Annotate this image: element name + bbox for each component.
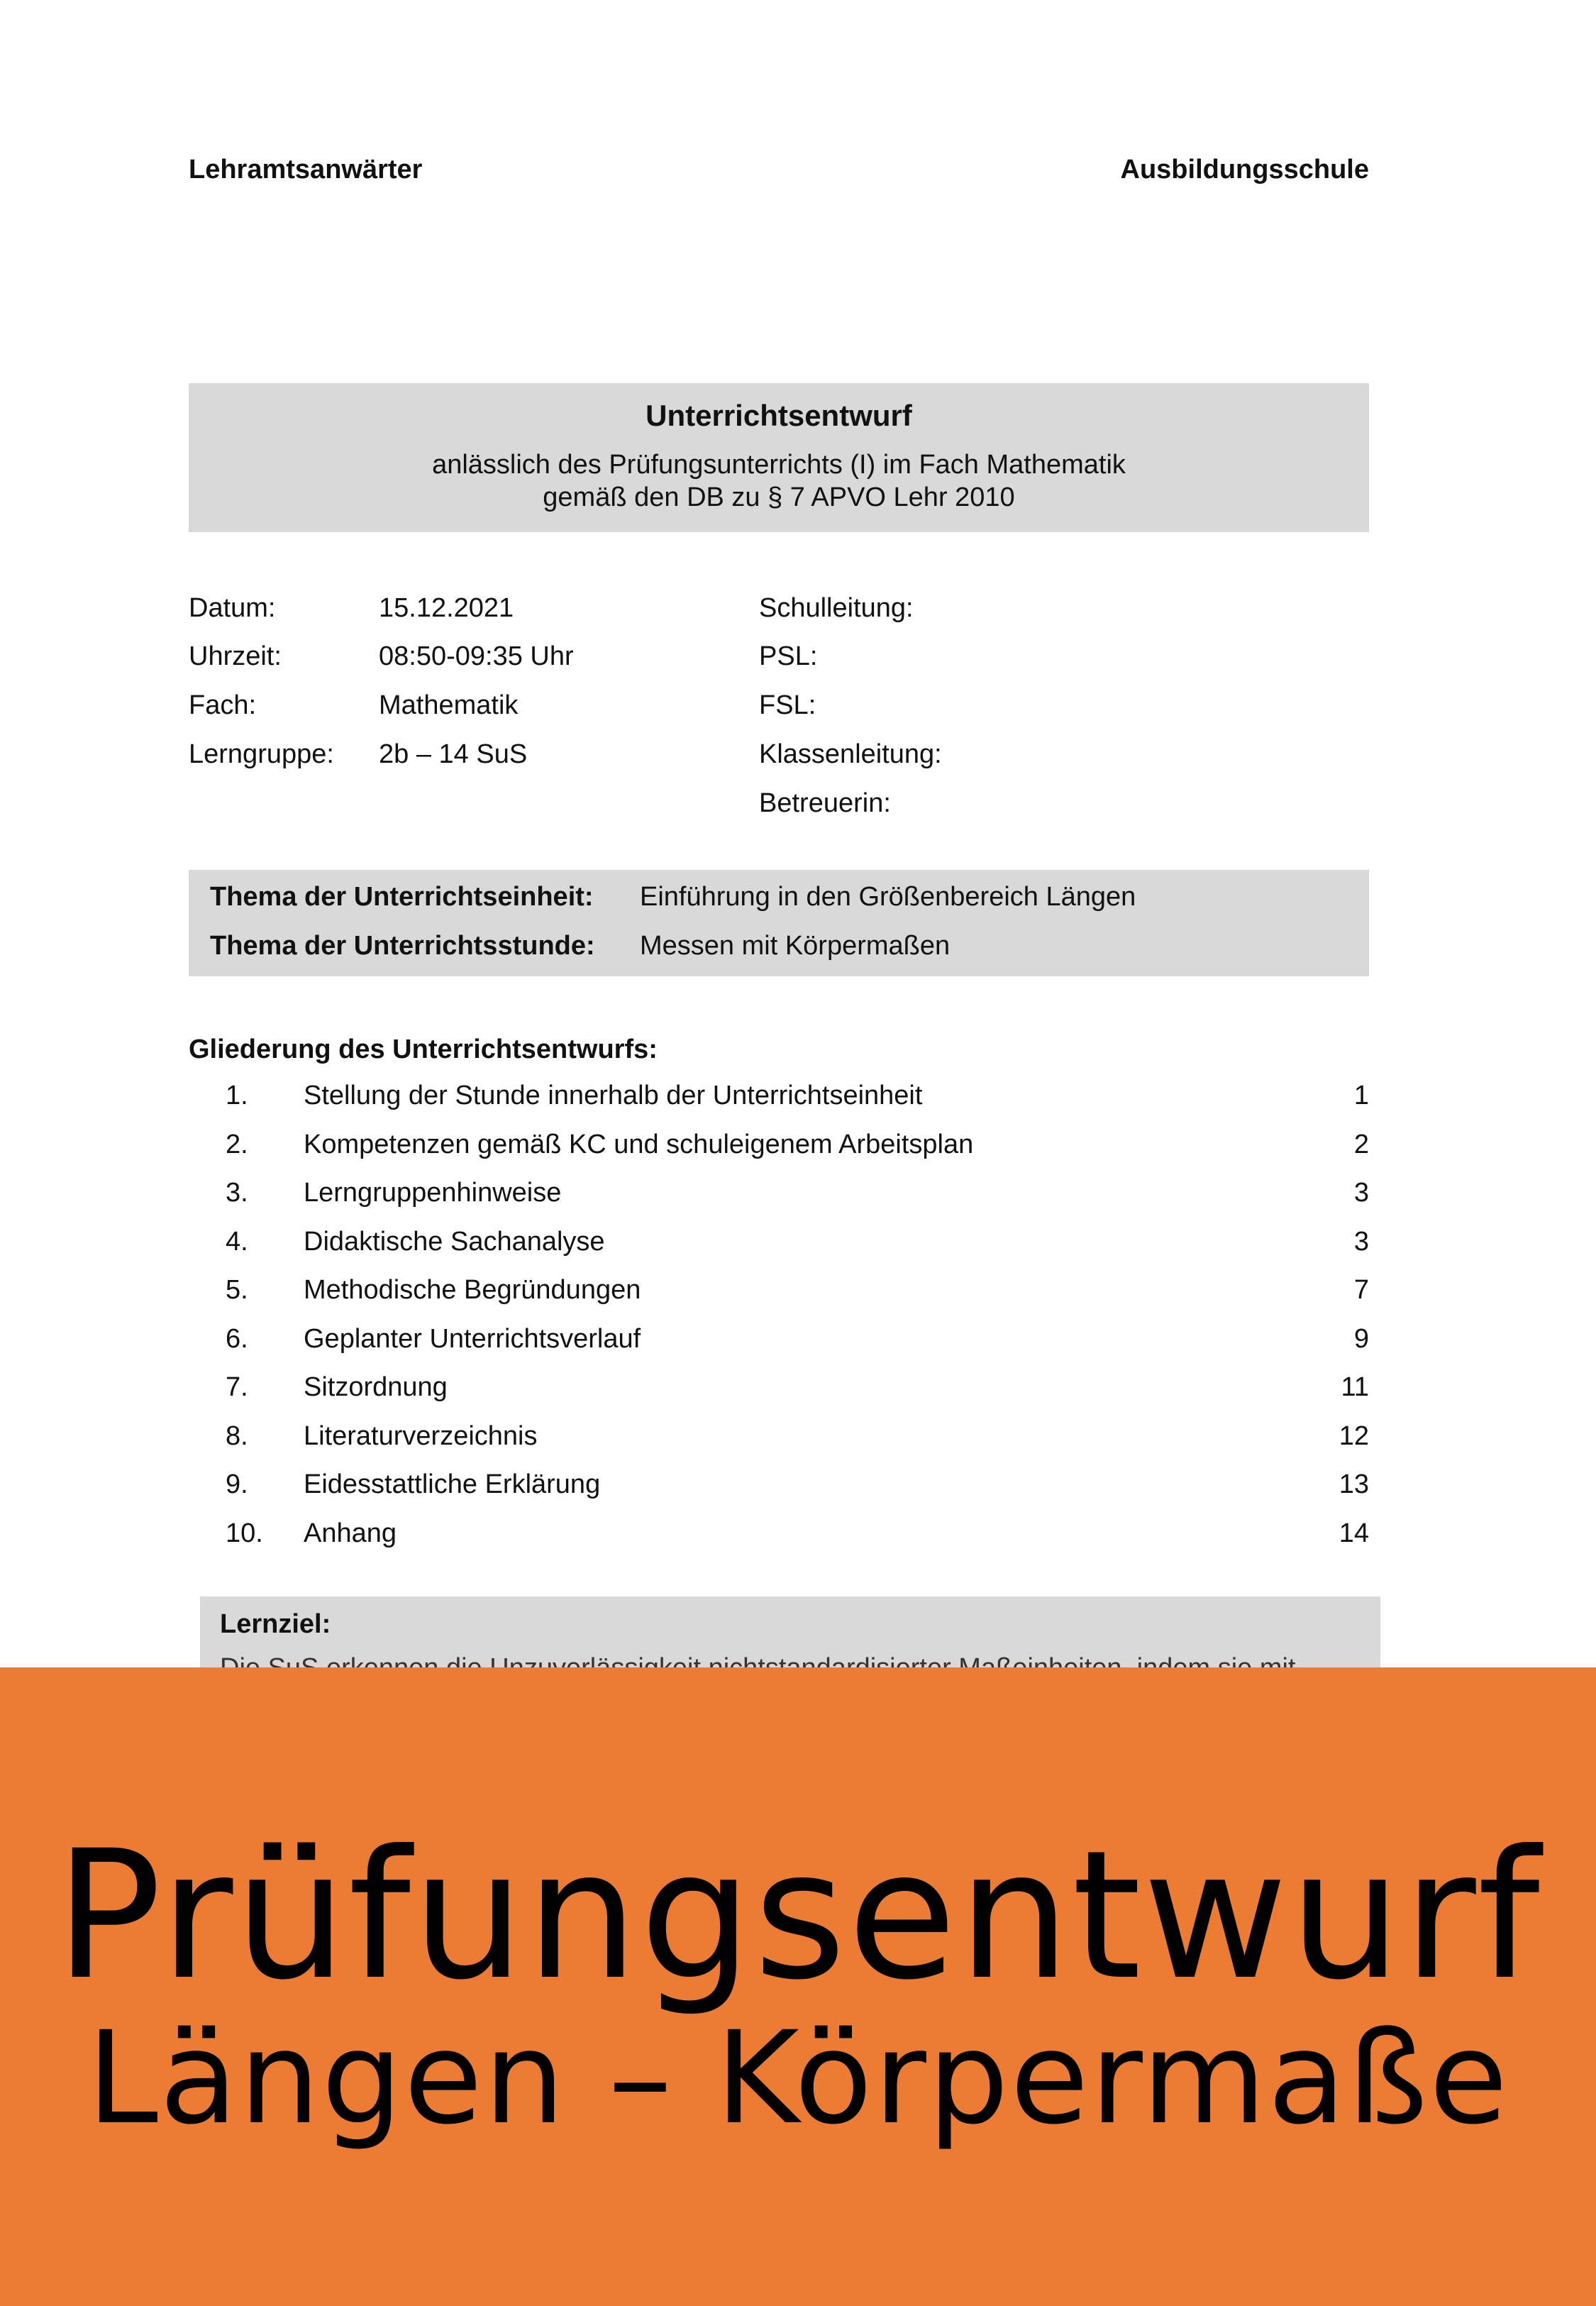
- theme-unit-value: Einführung in den Größenbereich Längen: [640, 882, 1136, 912]
- outline-item-page: 1: [1353, 1081, 1369, 1110]
- meta-subject-value: Mathematik: [379, 690, 519, 720]
- outline-item-page: 14: [1339, 1518, 1369, 1548]
- outline-item-number: 6.: [226, 1323, 248, 1354]
- theme-box: [189, 870, 1369, 976]
- outline-item-text: Literaturverzeichnis: [304, 1420, 538, 1451]
- outline-item-page: 13: [1339, 1469, 1369, 1499]
- meta-school-leadership: Schulleitung:: [759, 593, 914, 623]
- outline-item-text: Methodische Begründungen: [304, 1275, 641, 1305]
- title-subline-2: gemäß den DB zu § 7 APVO Lehr 2010: [543, 482, 1015, 512]
- outline-item-page: 11: [1341, 1372, 1369, 1402]
- meta-class-leadership: Klassenleitung:: [759, 739, 942, 769]
- meta-date-value: 15.12.2021: [379, 593, 514, 623]
- outline-item-number: 2.: [226, 1129, 248, 1159]
- trainee-teacher-label: Lehramtsanwärter: [189, 155, 423, 184]
- meta-time-label: Uhrzeit:: [189, 641, 282, 671]
- outline-item-number: 4.: [226, 1226, 248, 1257]
- title-subline-1: anlässlich des Prüfungsunterrichts (I) im Fach Mathematik: [432, 450, 1126, 480]
- outline-item: [189, 1420, 1369, 1469]
- outline-item-page: 12: [1339, 1420, 1369, 1451]
- outline-item: [189, 1468, 1369, 1517]
- outline-item-number: 8.: [226, 1420, 248, 1451]
- meta-group-value: 2b – 14 SuS: [379, 739, 528, 769]
- outline-item: [189, 1225, 1369, 1274]
- outline-item: [189, 1323, 1369, 1372]
- outline-item: [189, 1371, 1369, 1420]
- outline-item-page: 2: [1353, 1129, 1369, 1159]
- outline-item-text: Stellung der Stunde innerhalb der Unterrichtseinheit: [304, 1081, 923, 1110]
- theme-lesson-value: Messen mit Körpermaßen: [640, 931, 951, 961]
- outline-item-text: Eidesstattliche Erklärung: [304, 1469, 601, 1499]
- document-title: Unterrichtsentwurf: [645, 399, 912, 432]
- outline-item-page: 3: [1353, 1178, 1369, 1208]
- outline-item-page: 7: [1353, 1275, 1369, 1305]
- meta-psl: PSL:: [759, 641, 818, 671]
- meta-fsl: FSL:: [759, 690, 816, 720]
- outline-item-text: Anhang: [304, 1518, 397, 1548]
- theme-lesson-label: Thema der Unterrichtsstunde:: [210, 931, 595, 961]
- outline-list: [189, 1079, 1369, 1565]
- meta-group-label: Lerngruppe:: [189, 739, 334, 769]
- outline-item: [189, 1079, 1369, 1128]
- meta-supervisor: Betreuerin:: [759, 788, 891, 818]
- outline-item: [189, 1128, 1369, 1177]
- outline-item: [189, 1274, 1369, 1323]
- outline-item-number: 9.: [226, 1469, 248, 1499]
- outline-item-page: 3: [1353, 1226, 1369, 1257]
- cover-banner: [0, 1667, 1596, 2306]
- outline-item-text: Geplanter Unterrichtsverlauf: [304, 1323, 641, 1354]
- outline-item-page: 9: [1353, 1323, 1369, 1354]
- outline-item: [189, 1517, 1369, 1566]
- outline-item: [189, 1176, 1369, 1225]
- outline-item-text: Lerngruppenhinweise: [304, 1178, 562, 1208]
- theme-unit-label: Thema der Unterrichtseinheit:: [210, 882, 594, 912]
- outline-item-text: Kompetenzen gemäß KC und schuleigenem Arbeitsplan: [304, 1129, 974, 1159]
- meta-time-value: 08:50-09:35 Uhr: [379, 641, 574, 671]
- outline-item-number: 10.: [226, 1518, 263, 1548]
- outline-item-number: 3.: [226, 1178, 248, 1208]
- meta-subject-label: Fach:: [189, 690, 257, 720]
- outline-title: Gliederung des Unterrichtsentwurfs:: [189, 1035, 658, 1064]
- banner-title: Prüfungsentwurf: [55, 1812, 1541, 2019]
- title-box: [189, 383, 1369, 532]
- training-school-label: Ausbildungsschule: [1120, 155, 1369, 184]
- outline-item-number: 1.: [226, 1081, 248, 1110]
- outline-item-number: 5.: [226, 1275, 248, 1305]
- outline-item-text: Didaktische Sachanalyse: [304, 1226, 605, 1257]
- outline-item-number: 7.: [226, 1372, 248, 1402]
- learning-goal-label: Lernziel:: [220, 1609, 331, 1639]
- meta-date-label: Datum:: [189, 593, 276, 623]
- outline-item-text: Sitzordnung: [304, 1372, 448, 1402]
- banner-subtitle: Längen – Körpermaße: [87, 2004, 1509, 2153]
